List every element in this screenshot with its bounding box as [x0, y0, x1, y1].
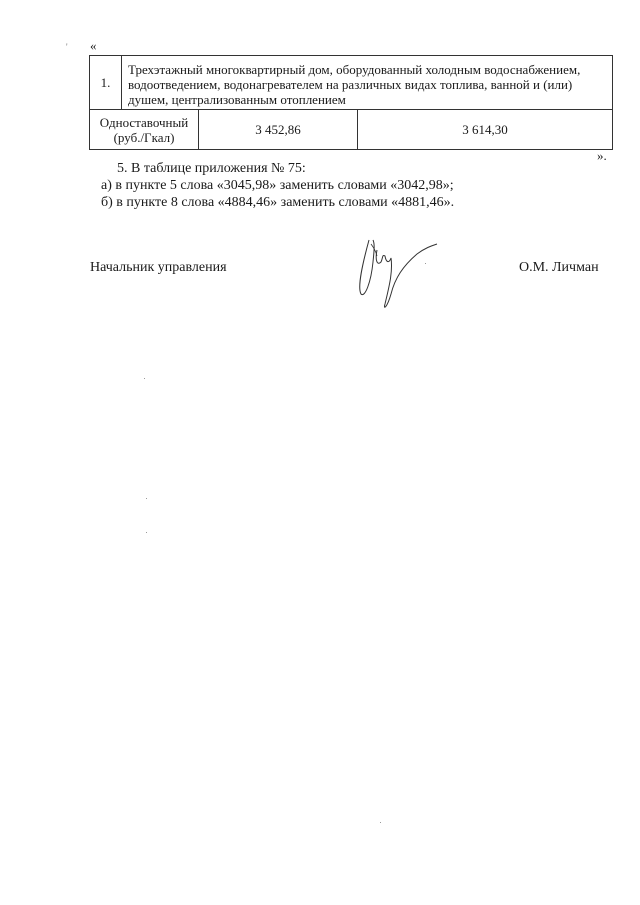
- scan-speck: [144, 378, 145, 379]
- scan-speck: [380, 822, 381, 823]
- paragraph-5a: а) в пункте 5 слова «3045,98» заменить словами «3042,98»;: [101, 178, 454, 193]
- rate-label-line1: Одноставочный: [99, 114, 189, 130]
- paragraph-5: 5. В таблице приложения № 75:: [117, 161, 306, 176]
- opening-quote: «: [90, 38, 97, 53]
- stray-mark: ': [66, 42, 68, 52]
- signatory-name: О.М. Личман: [519, 260, 599, 275]
- table-row: [90, 56, 613, 110]
- scan-speck: [146, 532, 147, 533]
- scan-speck: [425, 263, 426, 264]
- table-row: [90, 110, 613, 150]
- rate-label-line2: (руб./Гкал): [113, 129, 175, 145]
- handwritten-signature-icon: [355, 232, 455, 312]
- tariff-value-2: 3 614,30: [358, 110, 613, 150]
- scan-speck: [146, 498, 147, 499]
- closing-quote: ».: [597, 148, 607, 163]
- rate-label: [90, 110, 199, 150]
- row-number: 1.: [90, 56, 122, 110]
- paragraph-5b: б) в пункте 8 слова «4884,46» заменить словами «4881,46».: [101, 195, 455, 210]
- signatory-title: Начальник управления: [90, 260, 227, 275]
- housing-description: Трехэтажный многоквартирный дом, оборудованный холодным водоснабжением, водоотведением, водонагревателем на различных видах топлива, ванной и (или) душем, централизованным отоплением: [122, 56, 613, 110]
- tariff-table: [89, 55, 613, 150]
- tariff-value-1: 3 452,86: [199, 110, 358, 150]
